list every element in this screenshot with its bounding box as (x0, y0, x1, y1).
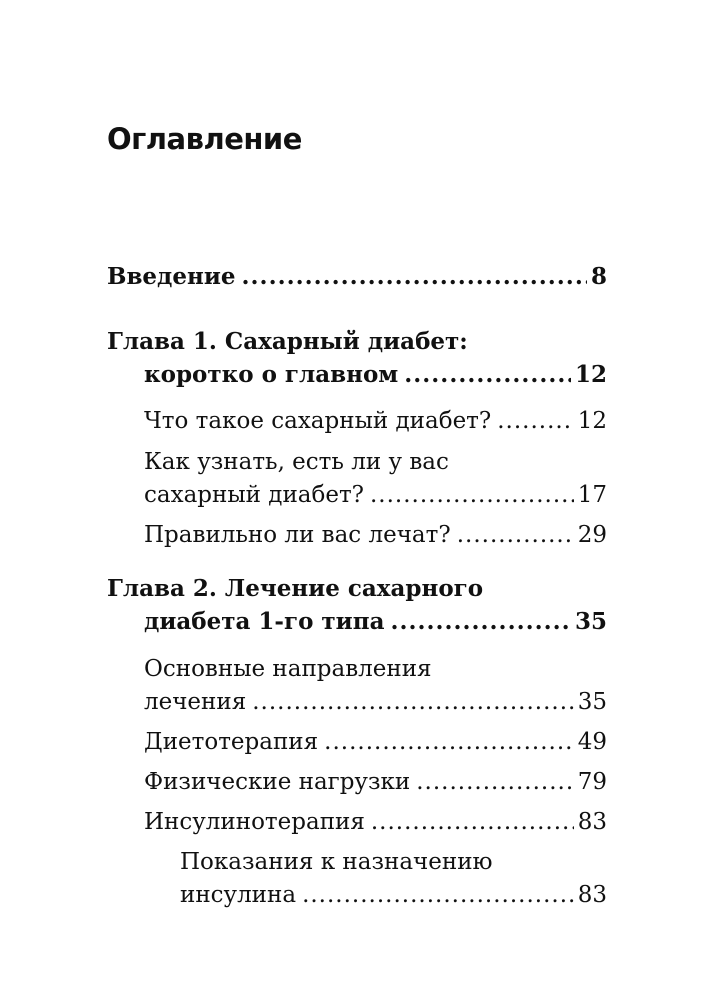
page-title: Оглавление (107, 122, 302, 156)
toc-entry-label: Физические нагрузки (144, 769, 411, 795)
toc-entry-main-directions-line-2[interactable] (144, 687, 607, 717)
toc-entry-label: Показания к назначению (180, 849, 493, 875)
toc-entry-label: Как узнать, есть ли у вас (144, 449, 449, 475)
dot-leader (404, 360, 571, 390)
toc-entry-insulin-therapy[interactable] (144, 807, 607, 837)
toc-entry-page: 83 (577, 809, 607, 835)
toc-entry-insulin-indications-line-2[interactable] (180, 880, 607, 910)
toc-entry-chapter-2-line-2[interactable] (144, 607, 607, 637)
toc-entry-label: лечения (144, 689, 247, 715)
dot-leader (390, 607, 571, 637)
toc-entry-page: 12 (577, 408, 607, 434)
toc-entry-label: Глава 2. Лечение сахарного (107, 575, 484, 602)
toc-entry-page: 35 (574, 608, 607, 635)
toc-entry-main-directions-line-1[interactable] (144, 654, 607, 684)
toc-entry-correct-treatment[interactable] (144, 520, 607, 550)
dot-leader (242, 262, 587, 292)
toc-entry-diet-therapy[interactable] (144, 727, 607, 757)
toc-entry-insulin-indications-line-1[interactable] (180, 847, 607, 877)
toc-entry-physical-activity[interactable] (144, 767, 607, 797)
toc-entry-label: Что такое сахарный диабет? (144, 408, 492, 434)
dot-leader (370, 480, 574, 510)
toc-entry-label: диабета 1-го типа (144, 608, 385, 635)
dot-leader (457, 520, 574, 550)
toc-entry-page: 8 (590, 263, 607, 290)
toc-entry-label: Инсулинотерапия (144, 809, 365, 835)
toc-entry-label: инсулина (180, 882, 297, 908)
toc-entry-label: Правильно ли вас лечат? (144, 522, 451, 548)
toc-entry-how-to-know-line-1[interactable] (144, 447, 607, 477)
toc-entry-chapter-1-line-1[interactable] (107, 327, 607, 357)
dot-leader (302, 880, 574, 910)
toc-entry-page: 17 (577, 482, 607, 508)
toc-entry-how-to-know-line-2[interactable] (144, 480, 607, 510)
dot-leader (371, 807, 574, 837)
dot-leader (416, 767, 574, 797)
toc-entry-label: коротко о главном (144, 361, 399, 388)
toc-entry-label: Диетотерапия (144, 729, 319, 755)
toc-entry-page: 12 (574, 361, 607, 388)
dot-leader (252, 687, 574, 717)
toc-entry-page: 49 (577, 729, 607, 755)
toc-entry-page: 35 (577, 689, 607, 715)
toc-entry-label: сахарный диабет? (144, 482, 364, 508)
toc-entry-label: Введение (107, 263, 236, 290)
toc-entry-label: Глава 1. Сахарный диабет: (107, 328, 468, 355)
dot-leader (324, 727, 574, 757)
toc-entry-chapter-2-line-1[interactable] (107, 574, 607, 604)
toc-entry-introduction[interactable] (107, 262, 607, 292)
toc-entry-chapter-1-line-2[interactable] (144, 360, 607, 390)
toc-entry-page: 79 (577, 769, 607, 795)
toc-entry-page: 83 (577, 882, 607, 908)
toc-entry-page: 29 (577, 522, 607, 548)
toc-entry-label: Основные направления (144, 656, 432, 682)
toc-entry-what-is-diabetes[interactable] (144, 406, 607, 436)
dot-leader (497, 406, 573, 436)
